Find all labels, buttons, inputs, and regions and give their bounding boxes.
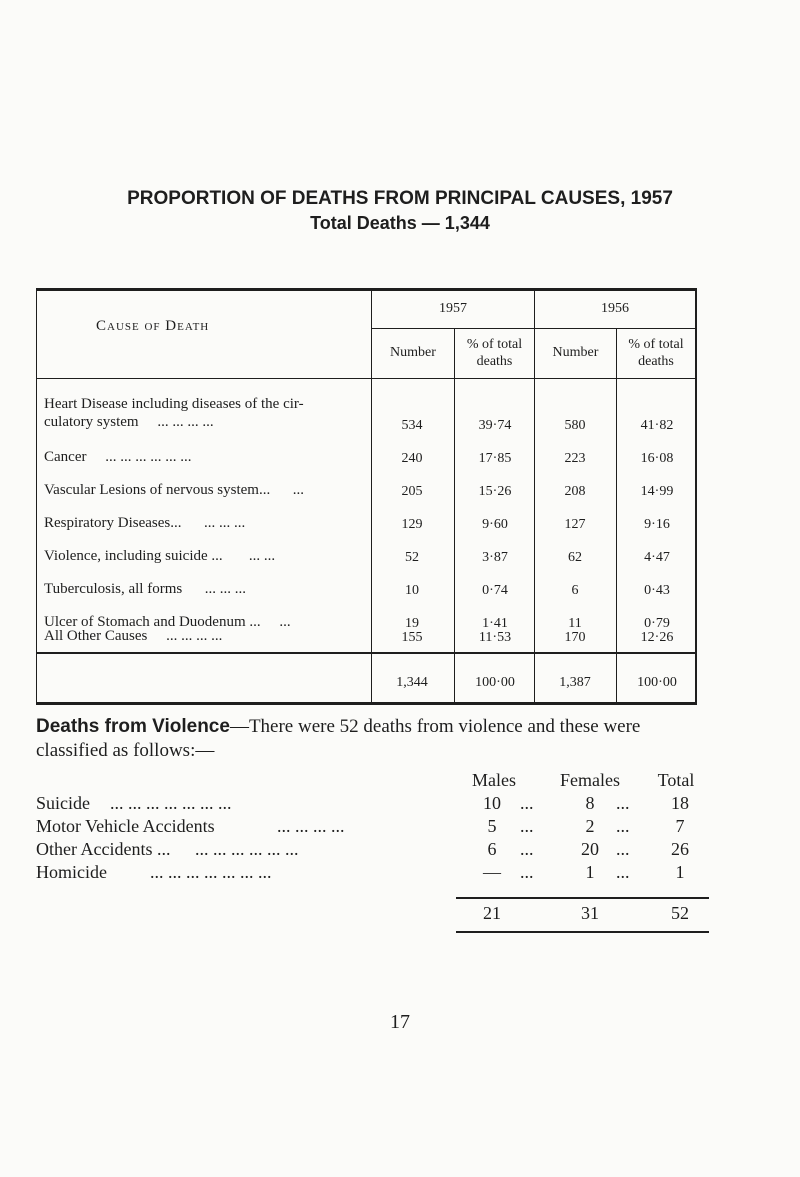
females-value: 2 [585, 816, 595, 836]
cause-text: All Other Causes [44, 628, 148, 644]
violence-heading [36, 716, 703, 738]
leader-dots: ... ... ... ... ... ... ... [110, 793, 232, 813]
page-subtitle: Total Deaths — 1,344 [310, 213, 490, 233]
leader-dots: ... ... ... ... ... ... ... [150, 862, 272, 882]
females-value: 8 [585, 793, 595, 813]
year-1956-header: 1956 [601, 301, 629, 316]
table-row-cause [44, 628, 222, 645]
violence-row-label: Other Accidents ... [36, 839, 171, 859]
females-value: 20 [581, 839, 599, 859]
cause-header: Cause of Death [96, 318, 210, 334]
leader-dots: ... ... ... ... [157, 414, 214, 430]
p1956: 9·16 [644, 517, 670, 532]
leader-dots: ... ... ... [203, 515, 246, 531]
cause-text: culatory system [44, 414, 139, 430]
males-value: 5 [487, 816, 497, 836]
n1956: 62 [568, 550, 582, 565]
grand-total: 52 [671, 903, 689, 923]
table-row-cause [44, 515, 245, 532]
totals-rule [36, 652, 697, 654]
p1957: 17·85 [478, 451, 512, 466]
violence-row-label: Motor Vehicle Accidents [36, 816, 215, 836]
n1957: 19 [405, 616, 419, 631]
n1957: 10 [405, 583, 419, 598]
n1956: 170 [564, 630, 586, 645]
col-total: Total [657, 770, 695, 790]
n1956: 127 [564, 517, 586, 532]
leader-dots: ... ... ... ... [277, 816, 345, 836]
leader-dots: ... ... [248, 548, 276, 564]
pct-header-1957-line2: deaths [476, 354, 513, 369]
females-value: 1 [585, 862, 595, 882]
number-header-1956: Number [552, 345, 599, 360]
p1957: 39·74 [478, 418, 512, 433]
females-total: 31 [581, 903, 599, 923]
leader-dots: ... [520, 839, 534, 859]
leader-dots: ... ... ... ... ... ... [195, 839, 299, 859]
leader-dots: ... [520, 816, 534, 836]
total-value: 18 [671, 793, 689, 813]
leader-dots: ... ... ... ... [166, 628, 223, 644]
pct-header-1957 [455, 336, 534, 370]
table-row-cause [44, 581, 246, 598]
table-row-cause: Heart Disease including diseases of the cir- [44, 396, 304, 412]
violence-row-label: Suicide [36, 793, 90, 813]
leader-dots: ... [616, 839, 630, 859]
table-bottom-border [36, 702, 697, 705]
males-value: 6 [487, 839, 497, 859]
table-row-cause [44, 482, 304, 499]
violence-bottom-rule [456, 931, 709, 933]
p1956: 0·79 [644, 616, 670, 631]
total-n1956: 1,387 [559, 675, 591, 690]
p1956: 14·99 [640, 484, 674, 499]
n1956: 6 [571, 583, 579, 598]
leader-dots: ... [616, 816, 630, 836]
males-value: — [483, 862, 501, 882]
n1957: 129 [401, 517, 423, 532]
total-p1957: 100·00 [475, 675, 515, 690]
p1956: 16·08 [640, 451, 674, 466]
p1957: 0·74 [482, 583, 508, 598]
p1956: 41·82 [640, 418, 674, 433]
table-row-cause-cont [44, 414, 214, 431]
p1957: 3·87 [482, 550, 508, 565]
cause-text: Violence, including suicide ... [44, 548, 223, 564]
cause-text: Vascular Lesions of nervous system... [44, 482, 271, 498]
total-p1956: 100·00 [637, 675, 677, 690]
total-value: 26 [671, 839, 689, 859]
total-n1957: 1,344 [396, 675, 428, 690]
violence-heading-line2: classified as follows:— [36, 740, 215, 761]
males-value: 10 [483, 793, 501, 813]
violence-heading-rest: —There were 52 deaths from violence and these were [229, 716, 641, 737]
header-rule [36, 378, 697, 379]
n1957: 534 [401, 418, 423, 433]
pct-header-1957-line1: % of total [466, 337, 523, 352]
p1957: 11·53 [478, 630, 512, 645]
leader-dots: ... [616, 793, 630, 813]
p1957: 1·41 [482, 616, 508, 631]
col-females: Females [560, 770, 620, 790]
p1956: 0·43 [644, 583, 670, 598]
page-number: 17 [390, 1011, 410, 1033]
cause-text: Ulcer of Stomach and Duodenum ... [44, 614, 261, 630]
pct-header-1956 [617, 336, 695, 370]
n1957: 205 [401, 484, 423, 499]
n1956: 580 [564, 418, 586, 433]
p1957: 9·60 [482, 517, 508, 532]
cause-text: Cancer [44, 449, 87, 465]
year-1957-header: 1957 [439, 301, 467, 316]
total-value: 1 [675, 862, 685, 882]
n1956: 11 [568, 616, 582, 631]
leader-dots: ... [520, 793, 534, 813]
pct-header-1956-line1: % of total [628, 337, 684, 352]
p1956: 12·26 [640, 630, 674, 645]
table-top-border [36, 288, 697, 291]
number-header-1957: Number [390, 345, 436, 360]
violence-row-label: Homicide [36, 862, 107, 882]
n1957: 240 [401, 451, 423, 466]
n1957: 52 [405, 550, 419, 565]
violence-totals-rule [456, 897, 709, 899]
table-left-border [36, 288, 37, 705]
leader-dots: ... ... ... [204, 581, 246, 597]
total-value: 7 [675, 816, 685, 836]
leader-dots: ... [292, 482, 304, 498]
males-total: 21 [483, 903, 501, 923]
pct-header-1956-line2: deaths [638, 354, 674, 369]
p1957: 15·26 [478, 484, 512, 499]
table-row-cause [44, 548, 275, 565]
leader-dots: ... [616, 862, 630, 882]
leader-dots: ... ... ... ... ... ... [105, 449, 192, 465]
year-subheader-rule [371, 328, 695, 329]
n1956: 223 [564, 451, 586, 466]
col-males: Males [472, 770, 516, 790]
cause-text: Respiratory Diseases... [44, 515, 182, 531]
cause-text: Tuberculosis, all forms [44, 581, 183, 597]
n1957: 155 [401, 630, 423, 645]
table-row-cause [44, 449, 191, 466]
leader-dots: ... [520, 862, 534, 882]
p1956: 4·47 [644, 550, 670, 565]
page-title: PROPORTION OF DEATHS FROM PRINCIPAL CAUSES, 1957 [127, 188, 673, 209]
n1956: 208 [564, 484, 586, 499]
violence-heading-bold: Deaths from Violence [36, 716, 230, 737]
leader-dots: ... [279, 614, 291, 630]
